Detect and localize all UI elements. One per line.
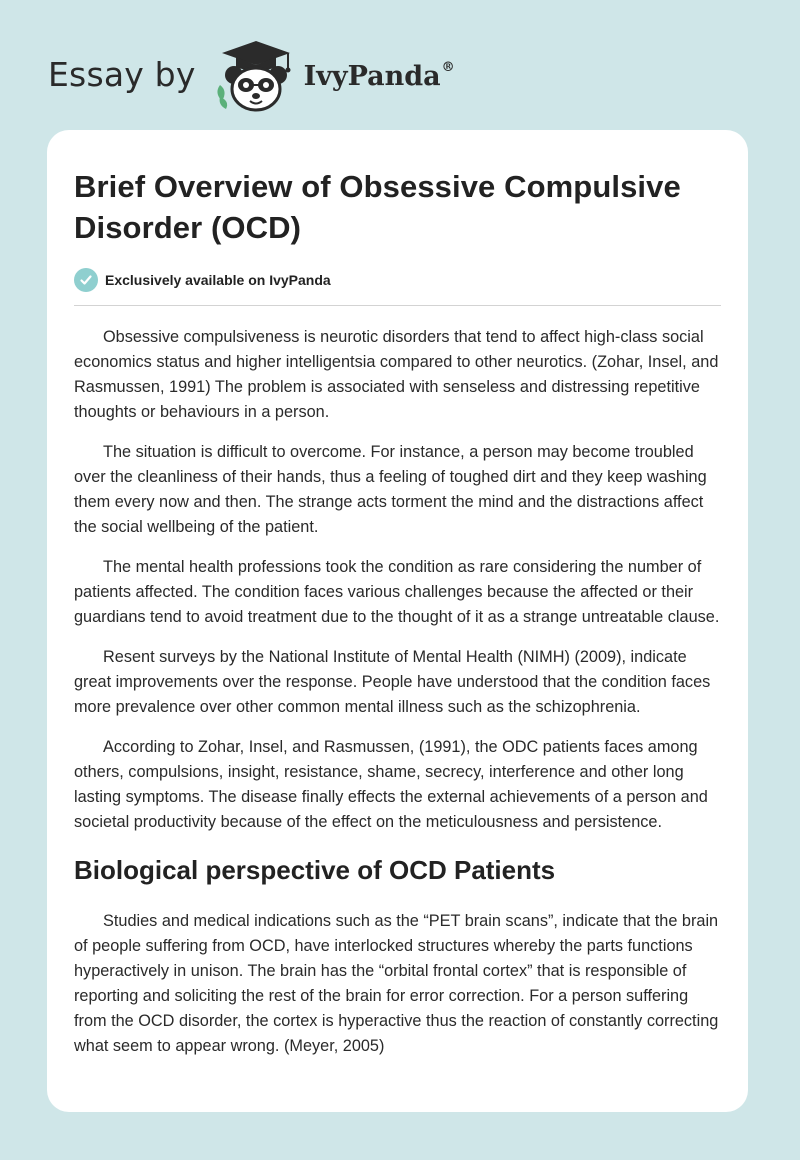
- paragraph: Resent surveys by the National Institute of Mental Health (NIMH) (2009), indicate great improvements over the response. People have understood that the condition faces more prevalence over other common mental illness such as the schizophrenia.: [74, 648, 711, 716]
- paragraph: According to Zohar, Insel, and Rasmussen, (1991), the ODC patients faces among others, compulsions, insight, resistance, shame, secrecy, interference and other long lasting symptoms. The disease finally effects the external achievements of a person and societal productivity because of the effect on the meticulousness and persistence.: [74, 738, 708, 831]
- paragraph: The situation is difficult to overcome. For instance, a person may become troubled over the cleanliness of their hands, thus a feeling of toughed dirt and they keep washing them every now and then. The strange acts torment the mind and the distractions affect the social wellbeing of the patient.: [74, 443, 707, 536]
- site-header: [48, 34, 455, 114]
- brand-name[interactable]: [304, 61, 455, 92]
- exclusive-badge: [74, 268, 721, 306]
- panda-graduate-icon[interactable]: [208, 35, 298, 113]
- paragraph: The mental health professions took the condition as rare considering the number of patients affected. The condition faces various challenges because the affected or their guardians tend to avoid treatment due to the thought of it as a strange untreatable clause.: [74, 558, 720, 626]
- article-title: Brief Overview of Obsessive Compulsive Disorder (OCD): [74, 169, 681, 245]
- section-heading: Biological perspective of OCD Patients: [74, 855, 556, 885]
- brand-text: IvyPanda: [303, 60, 441, 92]
- registered-mark: ®: [441, 59, 455, 75]
- article-body: [74, 325, 721, 1059]
- essay-by-label: Essay by: [48, 54, 196, 94]
- article-card: [47, 130, 748, 1112]
- paragraph: Obsessive compulsiveness is neurotic disorders that tend to affect high-class social economics status and higher intelligentsia compared to other neurotics. (Zohar, Insel, and Rasmussen, 1991) The problem is associated with senseless and distressing repetitive thoughts or behaviours in a person.: [74, 328, 719, 421]
- paragraph: Studies and medical indications such as the “PET brain scans”, indicate that the brain of people suffering from OCD, have interlocked structures whereby the parts functions hyperactively in unison. The brain has the “orbital frontal cortex” that is responsible of reporting and soliciting the rest of the brain for error correction. For a person suffering from the OCD disorder, the cortex is hyperactive thus the reaction of constantly correcting what seem to appear wrong. (Meyer, 2005): [74, 912, 719, 1055]
- exclusive-label: Exclusively available on IvyPanda: [105, 272, 331, 288]
- check-circle-icon: [74, 268, 98, 292]
